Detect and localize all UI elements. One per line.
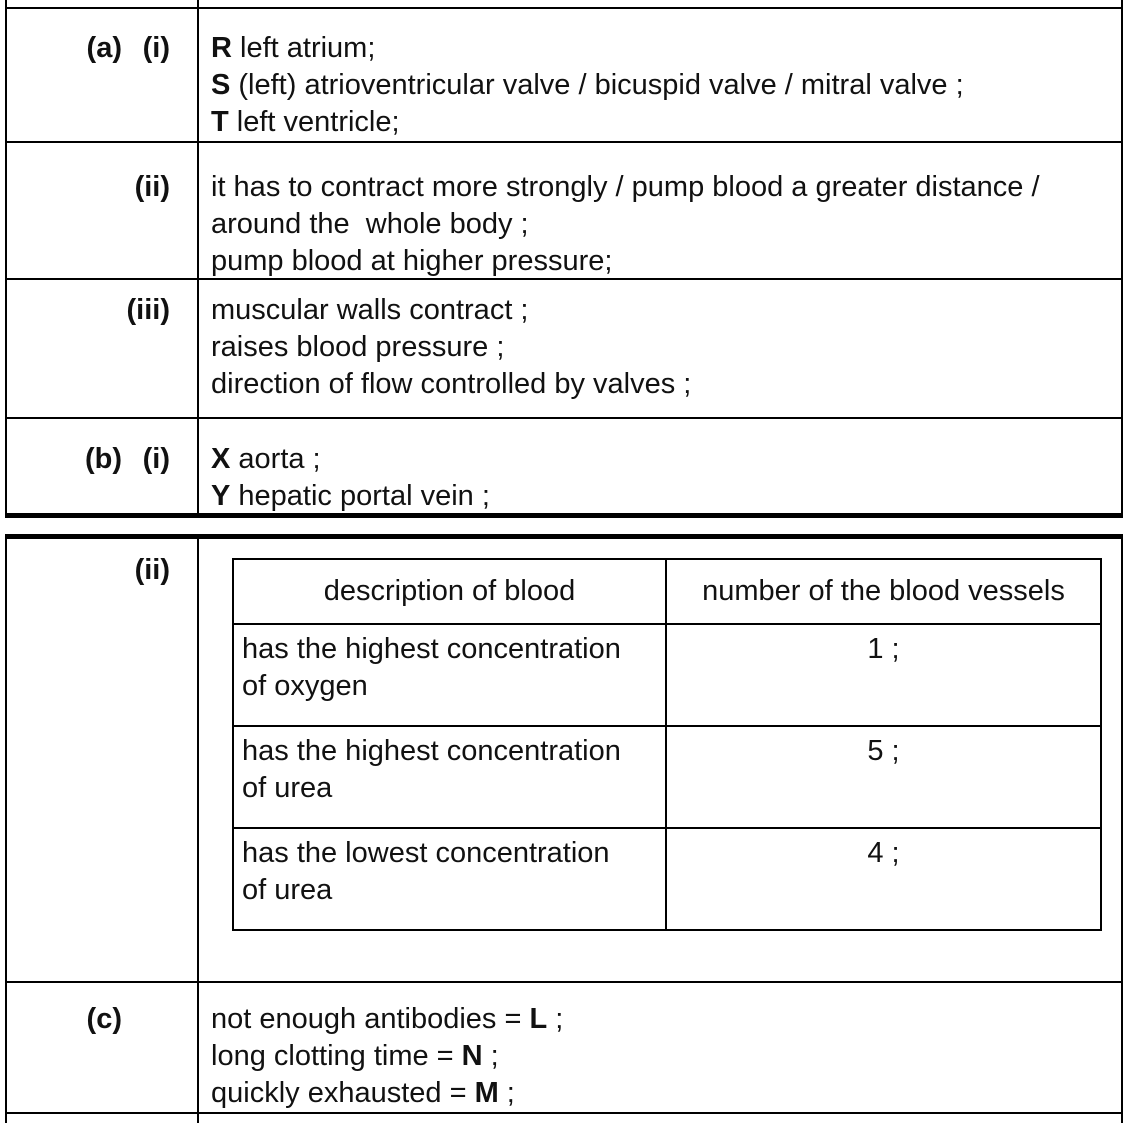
answer-line bbox=[211, 441, 1111, 478]
answer-line bbox=[211, 67, 1111, 104]
bold-letter: R bbox=[211, 32, 232, 64]
description-line: of urea bbox=[242, 772, 333, 804]
answer-line: direction of flow controlled by valves ; bbox=[211, 368, 692, 400]
question-subpart-label: (ii) bbox=[134, 171, 170, 203]
question-label-cell bbox=[7, 539, 199, 981]
answer-text: ; bbox=[482, 1040, 499, 1072]
answer-line bbox=[211, 478, 1111, 515]
question-label-cell bbox=[7, 1114, 199, 1123]
answer-text: (left) atrioventricular valve / bicuspid valve / mitral valve ; bbox=[230, 69, 964, 101]
table-row-a-i bbox=[7, 7, 1121, 141]
answer-text: hepatic portal vein ; bbox=[230, 480, 490, 512]
answer-cell bbox=[199, 0, 1121, 7]
answer-line: it has to contract more strongly / pump blood a greater distance / bbox=[211, 171, 1040, 203]
answer-cell bbox=[199, 983, 1121, 1112]
table-row bbox=[233, 726, 1101, 828]
question-label-cell bbox=[7, 280, 199, 417]
answer-cell bbox=[199, 280, 1121, 417]
answer-text: left atrium; bbox=[231, 32, 376, 64]
question-subpart-label: (iii) bbox=[126, 294, 170, 326]
vessel-number-cell: 1 ; bbox=[666, 624, 1101, 726]
table-row-b-i bbox=[7, 417, 1121, 513]
header-number-of-vessels: number of the blood vessels bbox=[666, 559, 1101, 624]
answer-line bbox=[211, 1075, 1111, 1112]
table-row-clipped-top bbox=[7, 0, 1121, 7]
answer-line bbox=[211, 1001, 1111, 1038]
answer-line: around the whole body ; bbox=[211, 208, 529, 240]
answer-text: left ventricle; bbox=[228, 106, 400, 138]
answer-line: pump blood at higher pressure; bbox=[211, 245, 613, 277]
question-subpart-label: (i) bbox=[142, 32, 170, 64]
answer-cell bbox=[199, 143, 1121, 278]
table-row bbox=[233, 624, 1101, 726]
answer-text: long clotting time = bbox=[211, 1040, 462, 1072]
description-line: of oxygen bbox=[242, 670, 368, 702]
answer-line bbox=[211, 30, 1111, 67]
answer-text: ; bbox=[547, 1003, 564, 1035]
question-label-cell bbox=[7, 983, 199, 1112]
question-label-cell bbox=[7, 143, 199, 278]
mark-scheme-table-upper bbox=[5, 0, 1123, 518]
bold-letter: M bbox=[474, 1077, 499, 1109]
answer-cell bbox=[199, 419, 1121, 513]
table-row-a-ii bbox=[7, 141, 1121, 278]
description-cell bbox=[233, 726, 666, 828]
bold-letter: X bbox=[211, 443, 231, 475]
vessel-number-cell: 5 ; bbox=[666, 726, 1101, 828]
question-part-label: (c) bbox=[86, 1003, 122, 1035]
table-row-a-iii bbox=[7, 278, 1121, 417]
bold-letter: S bbox=[211, 69, 231, 101]
table-row-b-ii bbox=[7, 539, 1121, 981]
header-description-of-blood: description of blood bbox=[233, 559, 666, 624]
table-row bbox=[233, 828, 1101, 930]
description-line: has the highest concentration bbox=[242, 633, 621, 665]
answer-line: muscular walls contract ; bbox=[211, 294, 529, 326]
answer-line bbox=[211, 1038, 1111, 1075]
question-subpart-label: (i) bbox=[142, 443, 170, 475]
question-part-label: (a) bbox=[86, 32, 122, 64]
answer-text: ; bbox=[498, 1077, 515, 1109]
description-line: has the lowest concentration bbox=[242, 837, 610, 869]
answer-cell bbox=[199, 539, 1121, 981]
bold-letter: L bbox=[529, 1003, 548, 1035]
description-line: has the highest concentration bbox=[242, 735, 621, 767]
blood-vessels-table bbox=[232, 558, 1102, 931]
question-label-cell bbox=[7, 0, 199, 7]
question-label-cell bbox=[7, 419, 199, 513]
description-line: of urea bbox=[242, 874, 333, 906]
description-cell bbox=[233, 828, 666, 930]
mark-scheme-table-lower bbox=[5, 534, 1123, 1123]
bold-letter: Y bbox=[211, 480, 231, 512]
answer-text: quickly exhausted = bbox=[211, 1077, 475, 1109]
answer-line: raises blood pressure ; bbox=[211, 331, 505, 363]
description-cell bbox=[233, 624, 666, 726]
question-subpart-label: (ii) bbox=[134, 554, 170, 586]
answer-cell bbox=[199, 9, 1121, 141]
answer-text: aorta ; bbox=[230, 443, 321, 475]
answer-cell bbox=[199, 1114, 1121, 1123]
question-part-label: (b) bbox=[84, 443, 122, 475]
vessel-number-cell: 4 ; bbox=[666, 828, 1101, 930]
table-row-c bbox=[7, 981, 1121, 1112]
answer-text: not enough antibodies = bbox=[211, 1003, 530, 1035]
table-row-clipped-bottom bbox=[7, 1112, 1121, 1123]
bold-letter: T bbox=[211, 106, 229, 138]
answer-line bbox=[211, 104, 1111, 141]
bold-letter: N bbox=[461, 1040, 483, 1072]
table-header-row bbox=[233, 559, 1101, 624]
question-label-cell bbox=[7, 9, 199, 141]
